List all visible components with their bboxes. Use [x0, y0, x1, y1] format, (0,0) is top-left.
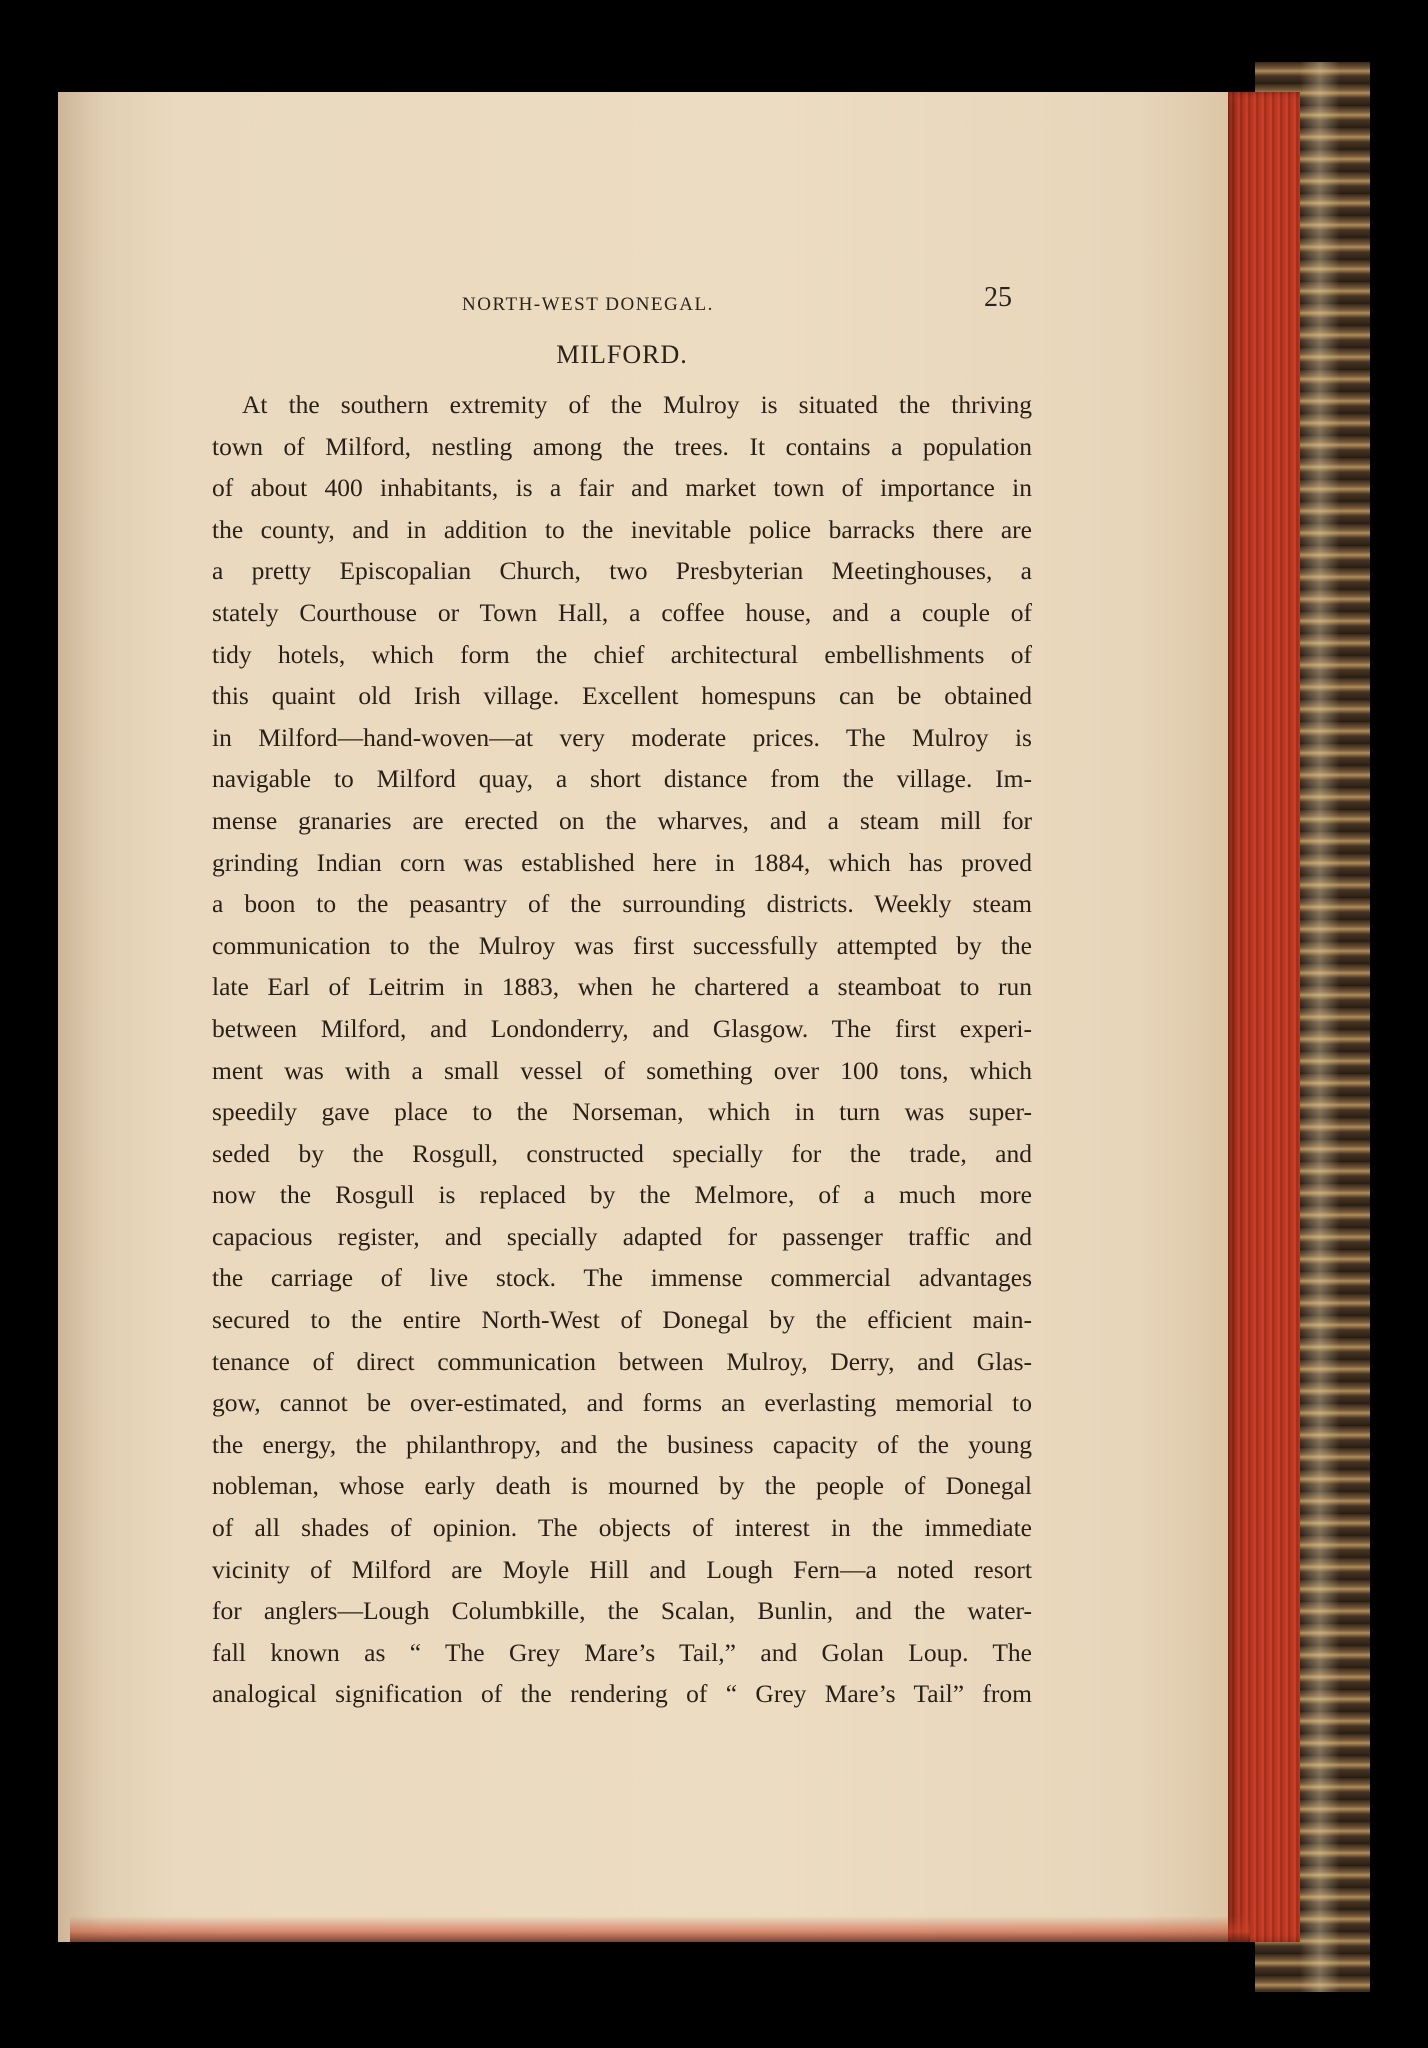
text-line: the carriage of live stock. The immense commercial advantages — [212, 1263, 1032, 1293]
text-line: tidy hotels, which form the chief architectural embellishments of — [212, 639, 1032, 669]
running-head — [212, 280, 1032, 320]
text-line: communication to the Mulroy was first successfully attempted by the — [212, 930, 1032, 960]
running-title: NORTH-WEST DONEGAL. — [462, 294, 714, 315]
page-bottom-edge — [70, 1916, 1250, 1942]
text-line: this quaint old Irish village. Excellent homespuns can be obtained — [212, 681, 1032, 711]
text-line: secured to the entire North-West of Donegal by the efficient main- — [212, 1305, 1032, 1335]
text-line: for anglers—Lough Columbkille, the Scalan, Bunlin, and the water- — [212, 1596, 1032, 1626]
text-line: a pretty Episcopalian Church, two Presbyterian Meetinghouses, a — [212, 556, 1032, 586]
text-line: mense granaries are erected on the wharves, and a steam mill for — [212, 805, 1032, 835]
section-title: MILFORD. — [556, 340, 688, 369]
text-line: At the southern extremity of the Mulroy is situated the thriving — [242, 390, 1032, 419]
text-line: now the Rosgull is replaced by the Melmore, of a much more — [212, 1180, 1032, 1210]
text-line: of all shades of opinion. The objects of interest in the immediate — [212, 1513, 1032, 1543]
text-line: seded by the Rosgull, constructed specially for the trade, and — [212, 1138, 1032, 1168]
text-line: the energy, the philanthropy, and the business capacity of the young — [212, 1429, 1032, 1459]
text-line: gow, cannot be over-estimated, and forms an everlasting memorial to — [212, 1388, 1032, 1418]
text-line: ment was with a small vessel of something over 100 tons, which — [212, 1055, 1032, 1085]
text-line: in Milford—hand-woven—at very moderate prices. The Mulroy is — [212, 722, 1032, 752]
binding-highlight — [1300, 62, 1340, 1992]
text-line: nobleman, whose early death is mourned by the people of Donegal — [212, 1471, 1032, 1501]
text-line: grinding Indian corn was established here in 1884, which has proved — [212, 847, 1032, 877]
text-line: late Earl of Leitrim in 1883, when he chartered a steamboat to run — [212, 972, 1032, 1002]
text-line: fall known as “ The Grey Mare’s Tail,” and Golan Loup. The — [212, 1637, 1032, 1667]
text-line: analogical signification of the rendering of “ Grey Mare’s Tail” from — [212, 1679, 1032, 1709]
red-page-edges — [1220, 92, 1300, 1942]
text-line: a boon to the peasantry of the surrounding districts. Weekly steam — [212, 889, 1032, 919]
text-line: speedily gave place to the Norseman, which in turn was super- — [212, 1097, 1032, 1127]
text-line: capacious register, and specially adapted for passenger traffic and — [212, 1221, 1032, 1251]
text-line: stately Courthouse or Town Hall, a coffee house, and a couple of — [212, 597, 1032, 627]
text-line: between Milford, and Londonderry, and Glasgow. The first experi- — [212, 1013, 1032, 1043]
page-number: 25 — [984, 282, 1012, 313]
text-line: of about 400 inhabitants, is a fair and market town of importance in — [212, 473, 1032, 503]
body-paragraph — [212, 384, 1032, 1715]
text-line: navigable to Milford quay, a short distance from the village. Im- — [212, 764, 1032, 794]
text-line: tenance of direct communication between Mulroy, Derry, and Glas- — [212, 1346, 1032, 1376]
text-line: the county, and in addition to the inevitable police barracks there are — [212, 514, 1032, 544]
text-line: town of Milford, nestling among the trees. It contains a population — [212, 431, 1032, 461]
text-line: vicinity of Milford are Moyle Hill and Lough Fern—a noted resort — [212, 1554, 1032, 1584]
